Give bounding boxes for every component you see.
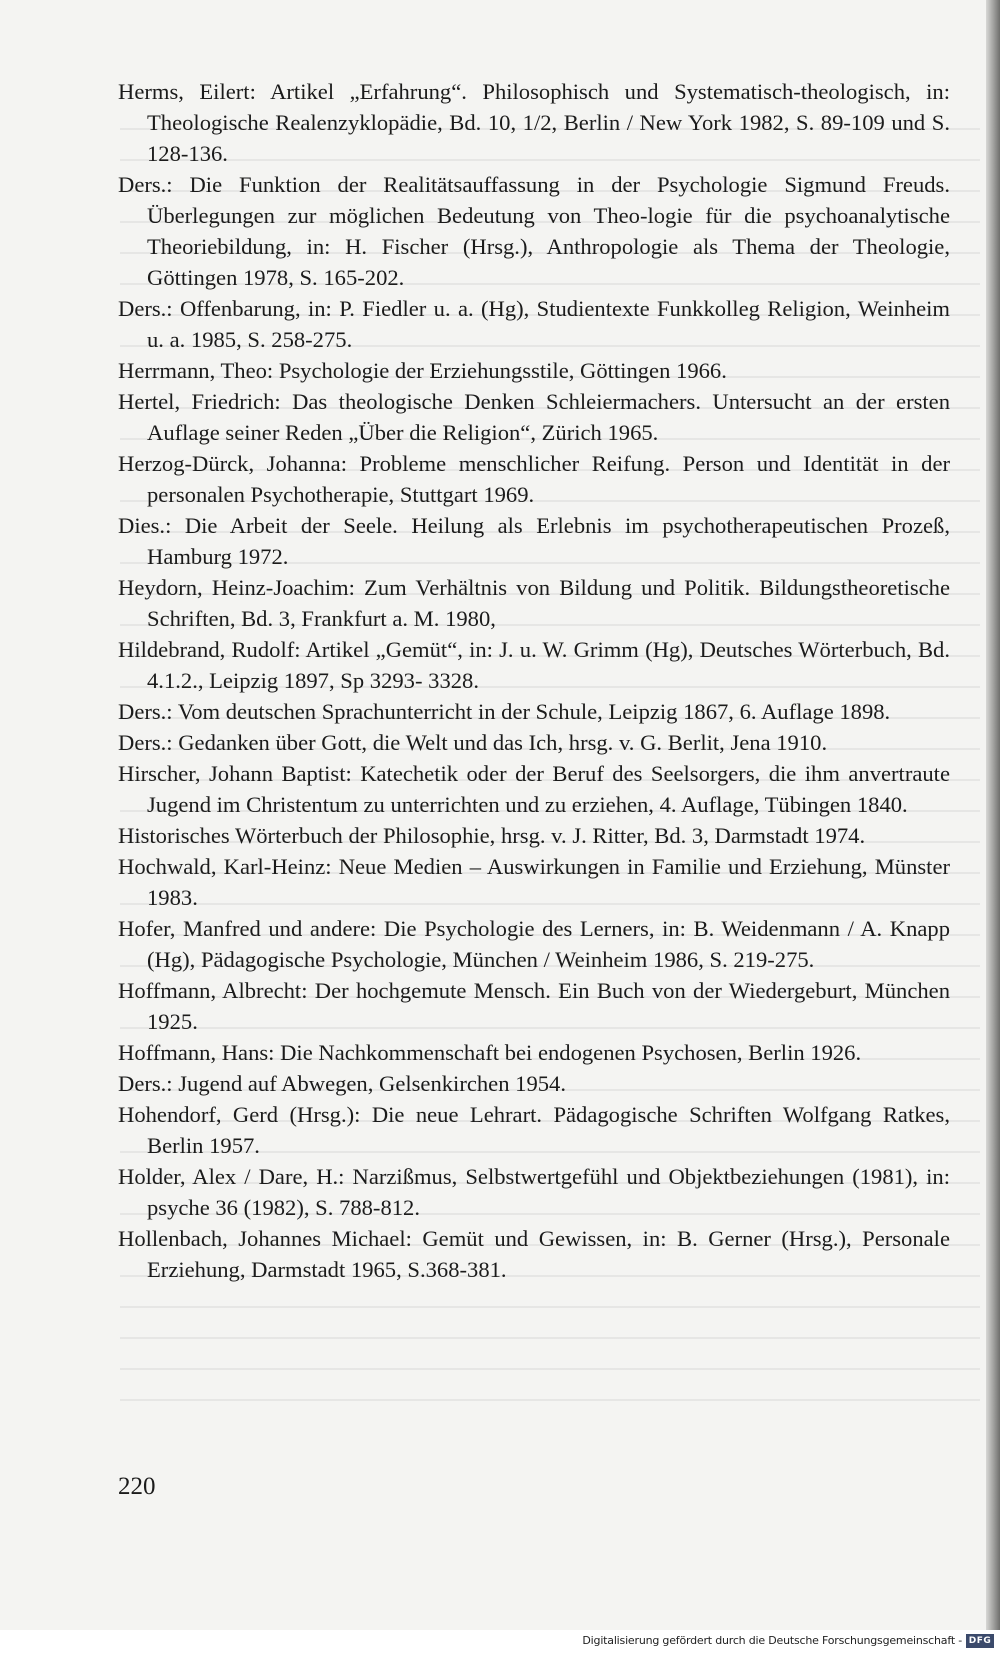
bibliography-entry: Herrmann, Theo: Psychologie der Erziehungsstile, Göttingen 1966. bbox=[118, 358, 727, 383]
bibliography-entry: Ders.: Gedanken über Gott, die Welt und das Ich, hrsg. v. G. Berlit, Jena 1910. bbox=[118, 730, 828, 755]
dfg-logo: DFG bbox=[966, 1634, 994, 1648]
page-number: 220 bbox=[118, 1473, 156, 1500]
bibliography-entry: Hoffmann, Albrecht: Der hochgemute Mensch. Ein Buch von der Wiedergeburt, München 1925. bbox=[118, 978, 950, 1034]
bibliography-entry: Hirscher, Johann Baptist: Katechetik oder der Beruf des Seelsorgers, die ihm anvertraute Jugend im Christentum zu unterrichten und zu erziehen, 4. Auflage, Tübingen 1840. bbox=[118, 761, 950, 817]
bibliography-entry: Ders.: Offenbarung, in: P. Fiedler u. a. (Hg), Studientexte Funkkolleg Religion, Weinheim u. a. 1985, S. 258-275. bbox=[118, 296, 950, 352]
bibliography-entry: Hofer, Manfred und andere: Die Psychologie des Lerners, in: B. Weidenmann / A. Knapp (Hg), Pädagogische Psychologie, München / Weinheim 1986, S. 219-275. bbox=[118, 916, 950, 972]
bibliography-entry: Ders.: Die Funktion der Realitätsauffassung in der Psychologie Sigmund Freuds. Überlegungen zur möglichen Bedeutung von Theo-logie für die psychoanalytische Theoriebildung, in: H. Fischer (Hrsg.), Anthropologie als Thema der Theologie, Göttingen 1978, S. 165-202. bbox=[118, 172, 950, 290]
bibliography-entry: Ders.: Vom deutschen Sprachunterricht in der Schule, Leipzig 1867, 6. Auflage 1898. bbox=[118, 699, 891, 724]
bibliography-entry: Herzog-Dürck, Johanna: Probleme menschlicher Reifung. Person und Identität in der personalen Psychotherapie, Stuttgart 1969. bbox=[118, 451, 950, 507]
bibliography-entry: Hochwald, Karl-Heinz: Neue Medien – Auswirkungen in Familie und Erziehung, Münster 1983. bbox=[118, 854, 950, 910]
footer-bar bbox=[0, 1630, 1000, 1653]
bibliography-entry: Hertel, Friedrich: Das theologische Denken Schleiermachers. Untersucht an der ersten Auflage seiner Reden „Über die Religion“, Zürich 1965. bbox=[118, 389, 950, 445]
bibliography-entry: Hohendorf, Gerd (Hrsg.): Die neue Lehrart. Pädagogische Schriften Wolfgang Ratkes, Berlin 1957. bbox=[118, 1102, 950, 1158]
page-edge-shadow bbox=[986, 0, 1000, 1653]
bibliography-entry: Historisches Wörterbuch der Philosophie, hrsg. v. J. Ritter, Bd. 3, Darmstadt 1974. bbox=[118, 823, 866, 848]
bibliography-entry: Hollenbach, Johannes Michael: Gemüt und Gewissen, in: B. Gerner (Hrsg.), Personale Erziehung, Darmstadt 1965, S.368-381. bbox=[118, 1226, 950, 1282]
bibliography-entry: Dies.: Die Arbeit der Seele. Heilung als Erlebnis im psychotherapeutischen Prozeß, Hamburg 1972. bbox=[118, 513, 950, 569]
bibliography-list bbox=[118, 76, 950, 1285]
bibliography-entry: Hoffmann, Hans: Die Nachkommenschaft bei endogenen Psychosen, Berlin 1926. bbox=[118, 1040, 862, 1065]
funding-notice: Digitalisierung gefördert durch die Deutsche Forschungsgemeinschaft - bbox=[582, 1634, 962, 1647]
bibliography-entry: Holder, Alex / Dare, H.: Narzißmus, Selbstwertgefühl und Objektbeziehungen (1981), in: psyche 36 (1982), S. 788-812. bbox=[118, 1164, 950, 1220]
bibliography-entry: Heydorn, Heinz-Joachim: Zum Verhältnis von Bildung und Politik. Bildungstheoretische Schriften, Bd. 3, Frankfurt a. M. 1980, bbox=[118, 575, 950, 631]
bibliography-entry: Hildebrand, Rudolf: Artikel „Gemüt“, in: J. u. W. Grimm (Hg), Deutsches Wörterbuch, Bd. 4.1.2., Leipzig 1897, Sp 3293- 3328. bbox=[118, 637, 950, 693]
bibliography-entry: Herms, Eilert: Artikel „Erfahrung“. Philosophisch und Systematisch-theologisch, in: Theologische Realenzyklopädie, Bd. 10, 1/2, Berlin / New York 1982, S. 89-109 und S. 128-136. bbox=[118, 79, 950, 166]
bibliography-entry: Ders.: Jugend auf Abwegen, Gelsenkirchen 1954. bbox=[118, 1071, 566, 1096]
